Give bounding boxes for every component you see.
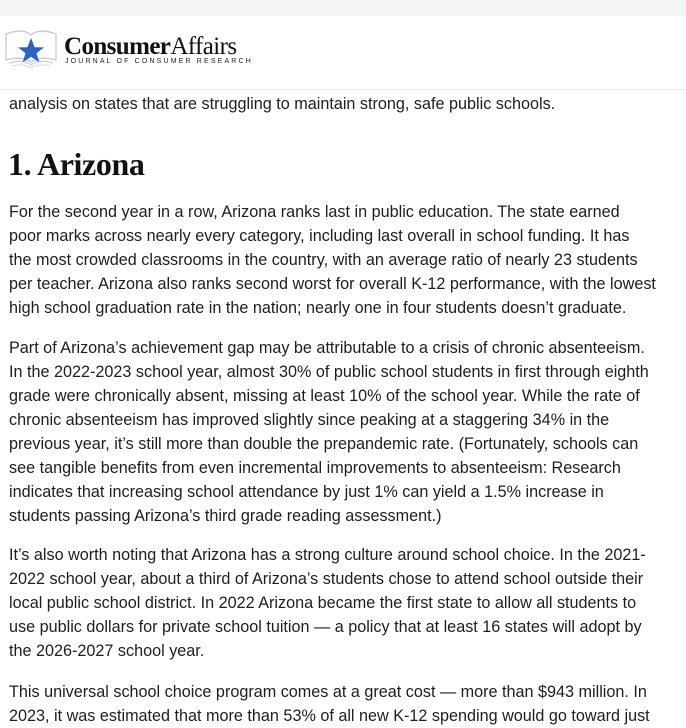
text-line: use public dollars for private school tuition — a policy that at least 16 states will adopt by	[9, 618, 642, 636]
paragraph-program-cost	[9, 680, 681, 728]
logo-tagline: JOURNAL OF CONSUMER RESEARCH	[65, 58, 253, 65]
logo-consumer-text: Consumer	[64, 33, 171, 60]
text-line: students passing Arizona’s third grade reading assessment.)	[9, 507, 442, 525]
text-line: 2022 school year, about a third of Arizona’s students chose to attend school outside their	[9, 570, 644, 588]
paragraph-absenteeism	[9, 336, 681, 528]
text-line: previous year, it’s still more than double the prepandemic rate. (Fortunately, schools can	[9, 435, 639, 453]
browser-top-strip	[0, 0, 686, 16]
text-line: In the 2022-2023 school year, almost 30% of public school students in first through eighth	[9, 363, 649, 381]
section-heading-arizona: 1. Arizona	[8, 146, 145, 182]
text-line: the most crowded classrooms in the country, with an average ratio of nearly 23 students	[9, 251, 638, 269]
text-line: local public school district. In 2022 Arizona became the first state to allow all students to	[9, 594, 637, 612]
text-line: 2023, it was estimated that more than 53% of all new K-12 spending would go toward just	[9, 707, 650, 725]
text-line: per teacher. Arizona also ranks second worst for overall K-12 performance, with the lowest	[9, 275, 656, 293]
text-line: indicates that increasing school attendance by just 1% can yield a 1.5% increase in	[9, 483, 604, 501]
logo-affairs-text: Affairs	[170, 33, 237, 60]
paragraph-school-choice	[9, 543, 681, 663]
text-line: the 2026-2027 school year.	[9, 642, 205, 660]
paragraph-rankings	[9, 200, 681, 320]
text-line: high school graduation rate in the nation; nearly one in four students doesn’t graduate.	[9, 299, 627, 317]
text-line: It’s also worth noting that Arizona has a strong culture around school choice. In the 2021-	[9, 546, 646, 564]
text-line: grade were chronically absent, missing at least 10% of the school year. While the rate of	[9, 387, 640, 405]
text-line: see tangible benefits from even incremental improvements to absenteeism: Research	[9, 459, 621, 477]
star-book-icon[interactable]	[2, 26, 60, 72]
text-line: This universal school choice program comes at a great cost — more than $943 million. In	[9, 683, 647, 701]
text-line: chronic absenteeism has improved slightly since peaking at a staggering 34% in the	[9, 411, 610, 429]
lead-paragraph-line: analysis on states that are struggling to maintain strong, safe public schools.	[9, 95, 556, 113]
text-line: For the second year in a row, Arizona ranks last in public education. The state earned	[9, 203, 620, 221]
text-line: Part of Arizona’s achievement gap may be attributable to a crisis of chronic absenteeism.	[9, 339, 645, 357]
text-line: poor marks across nearly every category, including last overall in school funding. It has	[9, 227, 630, 245]
site-header	[0, 16, 686, 90]
